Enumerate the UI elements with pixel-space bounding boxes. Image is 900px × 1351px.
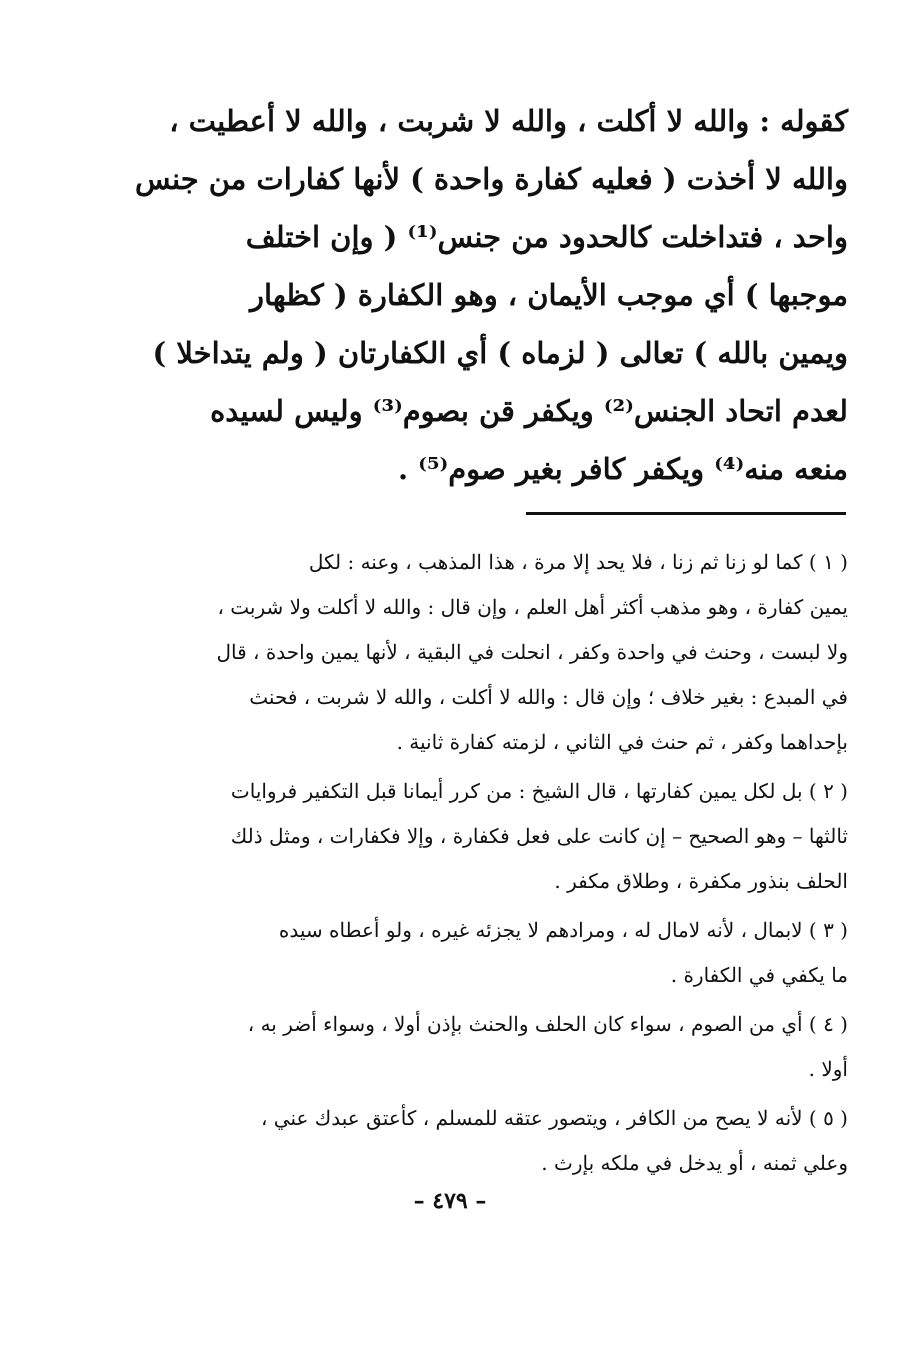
footnote-divider	[526, 512, 846, 515]
main-text-line: لعدم اتحاد الجنس⁽²⁾ ويكفر قن بصوم⁽³⁾ وليس لسيده	[210, 394, 848, 428]
footnote-3	[108, 908, 848, 998]
footnote-line: الحلف بنذور مكفرة ، وطلاق مكفر .	[554, 869, 848, 893]
main-text-line: واحد ، فتداخلت كالحدود من جنس⁽¹⁾ ( وإن اختلف	[245, 220, 848, 254]
page-number: – ٤٧٩ –	[413, 1188, 487, 1214]
main-text-line: والله لا أخذت ( فعليه كفارة واحدة ) لأنها كفارات من جنس	[134, 162, 848, 196]
footnote-4	[108, 1002, 848, 1092]
footnote-5	[108, 1096, 848, 1186]
footnote-line: في المبدع : بغير خلاف ؛ وإن قال : والله لا أكلت ، والله لا شربت ، فحنث	[249, 685, 848, 709]
main-text-line: ويمين بالله ) تعالى ( لزماه ) أي الكفارتان ( ولم يتداخلا )	[152, 336, 848, 370]
footnote-line: ولا لبست ، وحنث في واحدة وكفر ، انحلت في البقية ، لأنها يمين واحدة ، قال	[216, 640, 848, 664]
footnote-1	[108, 540, 848, 765]
footnote-2	[108, 769, 848, 904]
main-text-block	[108, 92, 848, 498]
footnote-line: ( ٢ ) بل لكل يمين كفارتها ، قال الشيخ : من كرر أيمانا قبل التكفير فروايات	[230, 779, 848, 803]
footnote-line: ( ٤ ) أي من الصوم ، سواء كان الحلف والحنث بإذن أولا ، وسواء أضر به ،	[247, 1012, 848, 1036]
main-text-line: كقوله : والله لا أكلت ، والله لا شربت ، والله لا أعطيت ،	[169, 104, 848, 138]
footnote-line: ( ٥ ) لأنه لا يصح من الكافر ، ويتصور عتقه للمسلم ، كأعتق عبدك عني ،	[260, 1106, 848, 1130]
footnote-line: ما يكفي في الكفارة .	[670, 963, 848, 987]
footnote-line: ثالثها – وهو الصحيح – إن كانت على فعل فكفارة ، وإلا فكفارات ، ومثل ذلك	[230, 824, 848, 848]
main-text-line: موجبها ) أي موجب الأيمان ، وهو الكفارة ( كظهار	[250, 278, 848, 312]
footnotes-block	[108, 540, 848, 1190]
footnote-line: أولا .	[808, 1057, 848, 1081]
footnote-line: يمين كفارة ، وهو مذهب أكثر أهل العلم ، وإن قال : والله لا أكلت ولا شربت ،	[217, 595, 848, 619]
footnote-line: ( ١ ) كما لو زنا ثم زنا ، فلا يحد إلا مرة ، هذا المذهب ، وعنه : لكل	[308, 550, 848, 574]
footnote-line: وعلي ثمنه ، أو يدخل في ملكه بإرث .	[541, 1151, 848, 1175]
footnote-line: ( ٣ ) لابمال ، لأنه لامال له ، ومرادهم لا يجزئه غيره ، ولو أعطاه سيده	[278, 918, 848, 942]
footnote-line: بإحداهما وكفر ، ثم حنث في الثاني ، لزمته كفارة ثانية .	[396, 730, 848, 754]
main-text-line: منعه منه⁽⁴⁾ ويكفر كافر بغير صوم⁽⁵⁾ .	[398, 452, 848, 486]
